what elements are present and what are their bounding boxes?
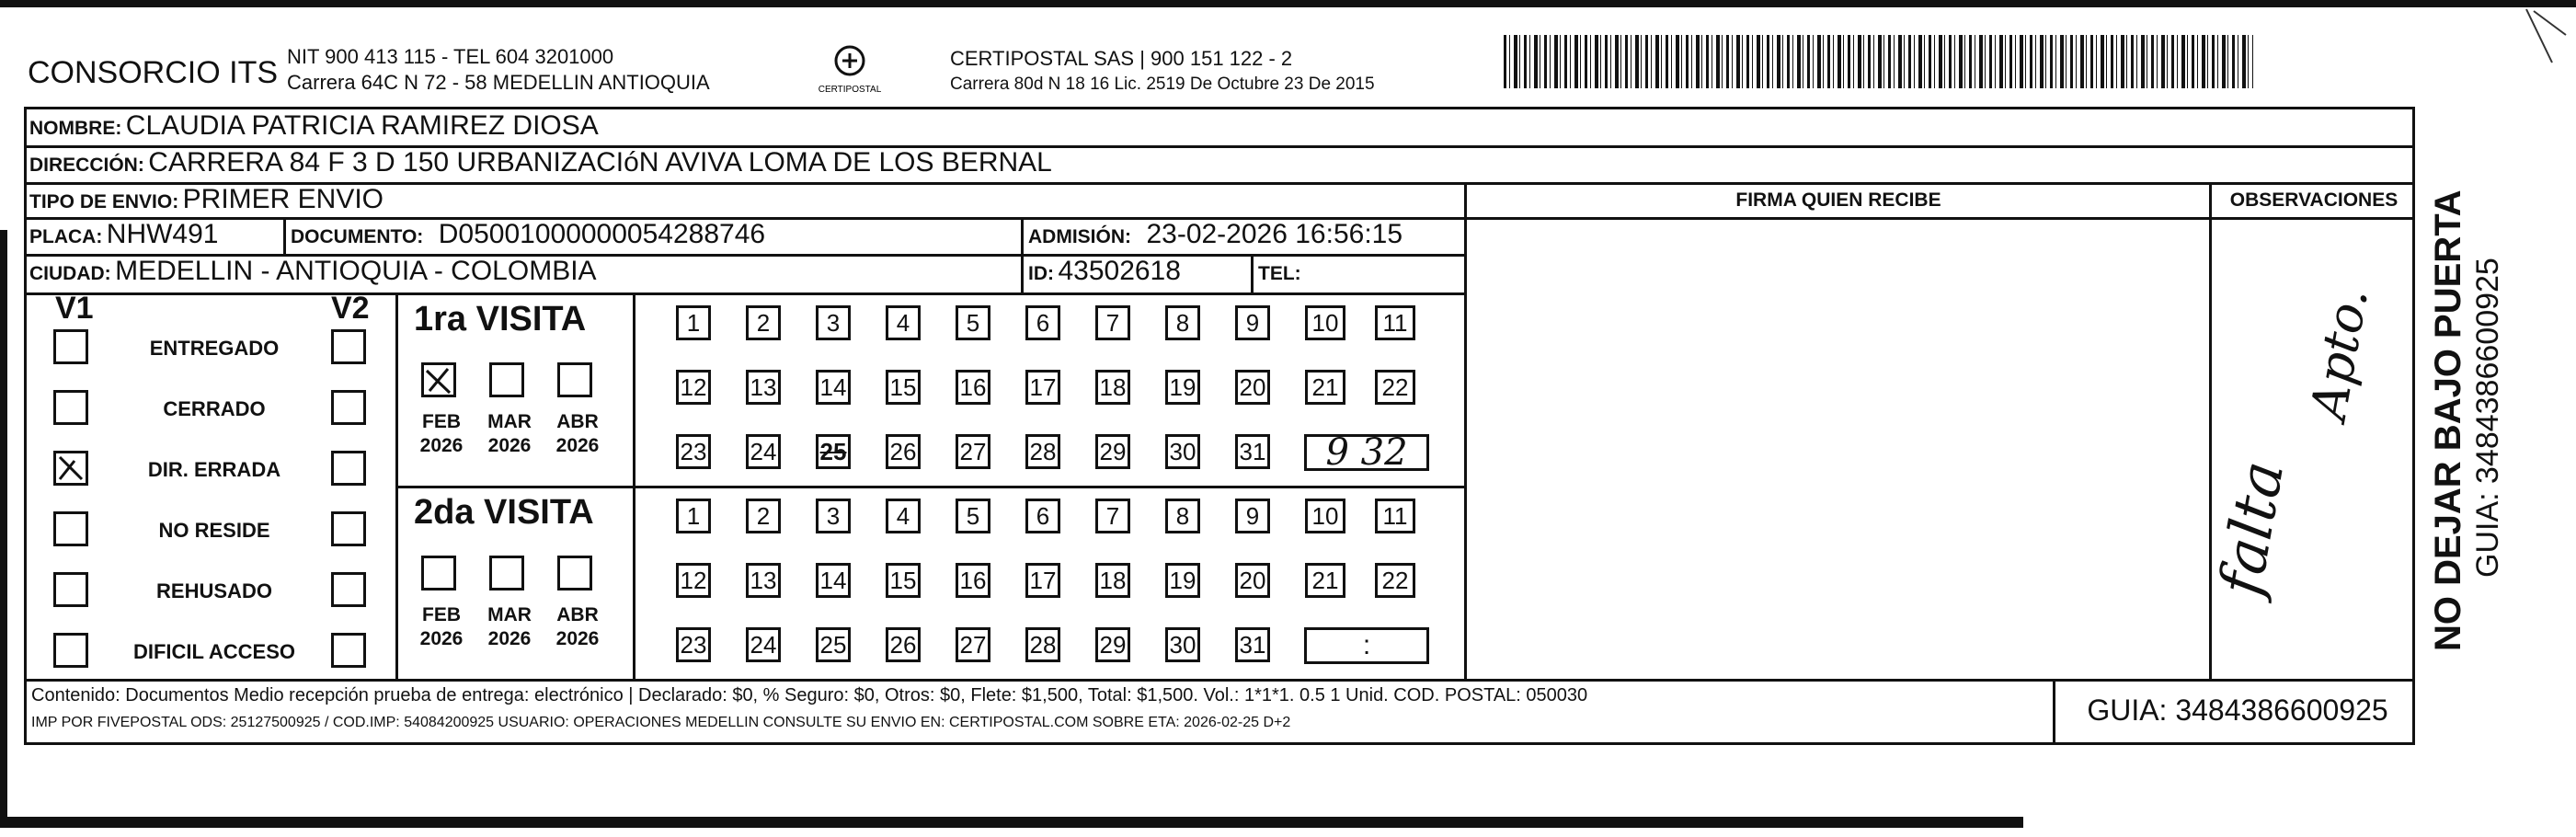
left-edge	[0, 230, 7, 819]
day-box[interactable]: 10	[1305, 305, 1345, 340]
footer-guia: GUIA: 3484386600925	[2087, 694, 2388, 727]
day-box[interactable]: 29	[1095, 627, 1130, 662]
nombre-label: NOMBRE:	[29, 118, 122, 139]
tipo-value: PRIMER ENVIO	[182, 184, 384, 214]
v2-checkbox[interactable]	[331, 329, 366, 364]
certipostal-info: CERTIPOSTAL SAS | 900 151 122 - 2	[950, 47, 1293, 70]
status-option-label: ENTREGADO	[149, 337, 280, 360]
day-box[interactable]: 27	[956, 627, 990, 662]
tipo-label: TIPO DE ENVIO:	[29, 191, 179, 212]
side-guia: GUIA: 3484386600925	[2470, 258, 2505, 578]
id-label: ID:	[1028, 263, 1054, 284]
month-checkbox[interactable]	[489, 556, 524, 590]
admision-row	[1028, 219, 1402, 250]
v1-checkbox[interactable]	[53, 390, 88, 425]
day-box[interactable]: 16	[956, 370, 990, 405]
admision-label: ADMISIÓN:	[1028, 226, 1131, 247]
day-box[interactable]: 20	[1235, 563, 1270, 598]
tipo-row	[29, 184, 384, 215]
day-box[interactable]: 28	[1025, 434, 1060, 469]
placa-value: NHW491	[106, 219, 219, 249]
day-box[interactable]: 13	[746, 563, 781, 598]
day-box[interactable]: 29	[1095, 434, 1130, 469]
logo-text: CERTIPOSTAL	[818, 85, 882, 95]
month-checkbox[interactable]	[421, 362, 456, 397]
id-row	[1028, 256, 1181, 287]
day-box[interactable]: 30	[1165, 627, 1200, 662]
check-mark-icon	[56, 453, 86, 483]
day-box[interactable]: 18	[1095, 370, 1130, 405]
v1-checkbox[interactable]	[53, 511, 88, 546]
company-nit: NIT 900 413 115 - TEL 604 3201000	[287, 45, 614, 68]
month-checkbox[interactable]	[557, 362, 592, 397]
month-year-label: 2026	[487, 628, 532, 649]
documento-value: D05001000000054288746	[438, 219, 766, 249]
month-year-label: 2026	[555, 628, 600, 649]
day-box[interactable]: 9	[1235, 305, 1270, 340]
certipostal-license: Carrera 80d N 18 16 Lic. 2519 De Octubre 23 De 2015	[950, 75, 1375, 94]
documento-row	[291, 219, 765, 250]
day-box[interactable]: 5	[956, 305, 990, 340]
company-address: Carrera 64C N 72 - 58 MEDELLIN ANTIOQUIA	[287, 71, 710, 94]
barcode	[1504, 35, 2253, 88]
v2-checkbox[interactable]	[331, 572, 366, 607]
day-box[interactable]: 18	[1095, 563, 1130, 598]
day-box[interactable]: 12	[676, 370, 711, 405]
day-box[interactable]: 13	[746, 370, 781, 405]
handwritten-note	[2189, 283, 2410, 601]
day-box[interactable]: 8	[1165, 499, 1200, 533]
day-box[interactable]: 10	[1305, 499, 1345, 533]
status-option-label: REHUSADO	[156, 579, 272, 602]
time-box[interactable]: 9 32	[1304, 434, 1429, 471]
id-value: 43502618	[1058, 256, 1181, 286]
day-box[interactable]: 23	[676, 434, 711, 469]
status-option-label: DIR. ERRADA	[147, 458, 281, 481]
ciudad-label: CIUDAD:	[29, 263, 111, 284]
day-box[interactable]: 6	[1025, 499, 1060, 533]
day-box[interactable]: 15	[886, 370, 921, 405]
month-checkbox[interactable]	[421, 556, 456, 590]
day-box[interactable]: 26	[886, 434, 921, 469]
day-box[interactable]: 20	[1235, 370, 1270, 405]
direccion-row	[29, 147, 1052, 178]
month-label: FEB	[422, 604, 461, 625]
handwriting-line-1: falta	[2207, 456, 2298, 601]
placa-row	[29, 219, 218, 250]
visit-title: 1ra VISITA	[414, 300, 587, 338]
direccion-value: CARRERA 84 F 3 D 150 URBANIZACIóN AVIVA LOMA DE LOS BERNAL	[148, 147, 1052, 178]
day-box[interactable]: 2	[746, 305, 781, 340]
day-box[interactable]: 21	[1305, 370, 1345, 405]
nombre-value: CLAUDIA PATRICIA RAMIREZ DIOSA	[125, 110, 599, 141]
check-mark-icon	[424, 365, 453, 395]
day-box[interactable]: 1	[676, 305, 711, 340]
day-box[interactable]: 12	[676, 563, 711, 598]
day-box[interactable]: 7	[1095, 499, 1130, 533]
v1-header: V1	[55, 291, 94, 326]
day-box[interactable]: 14	[816, 370, 851, 405]
month-year-label: 2026	[419, 628, 464, 649]
corner-mark-icon	[2524, 7, 2570, 81]
day-box[interactable]: 6	[1025, 305, 1060, 340]
day-box[interactable]: 4	[886, 305, 921, 340]
day-box[interactable]: 24	[746, 627, 781, 662]
day-box[interactable]: 11	[1375, 499, 1415, 533]
ciudad-row	[29, 256, 597, 287]
day-box[interactable]: 14	[816, 563, 851, 598]
month-year-label: 2026	[419, 435, 464, 456]
day-box[interactable]: 15	[886, 563, 921, 598]
month-label: FEB	[422, 411, 461, 432]
day-box[interactable]: 22	[1375, 370, 1415, 405]
footer-imp: IMP POR FIVEPOSTAL ODS: 25127500925 / COD.IMP: 54084200925 USUARIO: OPERACIONES MEDELLIN CONSULTE SU ENVIO EN: CERTIPOSTAL.COM SOBRE ETA: 2026-02-25 D+2	[31, 715, 1291, 730]
day-box[interactable]: 2	[746, 499, 781, 533]
v2-checkbox[interactable]	[331, 633, 366, 668]
day-box[interactable]: 27	[956, 434, 990, 469]
day-box[interactable]: 24	[746, 434, 781, 469]
admision-value: 23-02-2026 16:56:15	[1146, 219, 1403, 249]
v2-checkbox[interactable]	[331, 511, 366, 546]
firma-header: FIRMA QUIEN RECIBE	[1735, 189, 1941, 211]
day-box[interactable]: 30	[1165, 434, 1200, 469]
day-box[interactable]: 25	[816, 627, 851, 662]
day-box[interactable]: 7	[1095, 305, 1130, 340]
day-box[interactable]: 19	[1165, 370, 1200, 405]
v1-checkbox[interactable]	[53, 451, 88, 486]
day-box[interactable]: 1	[676, 499, 711, 533]
day-box[interactable]: 5	[956, 499, 990, 533]
day-box[interactable]: 23	[676, 627, 711, 662]
month-label: MAR	[487, 604, 532, 625]
day-box[interactable]: 26	[886, 627, 921, 662]
visit-title: 2da VISITA	[414, 493, 594, 532]
v2-header: V2	[331, 291, 370, 326]
documento-label: DOCUMENTO:	[291, 226, 424, 247]
side-notice: NO DEJAR BAJO PUERTA	[2428, 189, 2468, 651]
placa-label: PLACA:	[29, 226, 103, 247]
direccion-label: DIRECCIÓN:	[29, 155, 144, 176]
month-label: ABR	[556, 604, 599, 625]
day-box[interactable]: 4	[886, 499, 921, 533]
day-box[interactable]: 11	[1375, 305, 1415, 340]
ciudad-value: MEDELLIN - ANTIOQUIA - COLOMBIA	[115, 256, 597, 286]
month-checkbox[interactable]	[489, 362, 524, 397]
day-box[interactable]: 31	[1235, 434, 1270, 469]
v1-checkbox[interactable]	[53, 633, 88, 668]
day-box[interactable]: 3	[816, 499, 851, 533]
month-label: ABR	[556, 411, 599, 432]
status-option-label: NO RESIDE	[158, 519, 270, 542]
v2-checkbox[interactable]	[331, 390, 366, 425]
day-box[interactable]: 31	[1235, 627, 1270, 662]
v1-checkbox[interactable]	[53, 329, 88, 364]
status-option-label: CERRADO	[163, 397, 266, 420]
day-box[interactable]: 16	[956, 563, 990, 598]
day-box[interactable]: 28	[1025, 627, 1060, 662]
tel-row	[1258, 256, 1301, 287]
day-box[interactable]: 8	[1165, 305, 1200, 340]
certipostal-logo-icon	[817, 39, 883, 97]
footer-contenido: Contenido: Documentos Medio recepción prueba de entrega: electrónico | Declarado: $0, % Seguro: $0, Otros: $0, Flete: $1,500, Total: $1,500. Vol.: 1*1*1. 0.5 1 Unid. COD. POSTAL: 050030	[31, 685, 1588, 705]
day-box[interactable]: 22	[1375, 563, 1415, 598]
month-checkbox[interactable]	[557, 556, 592, 590]
bottom-border	[0, 817, 2023, 828]
tel-label: TEL:	[1258, 263, 1301, 284]
day-box[interactable]: 19	[1165, 563, 1200, 598]
day-box[interactable]: 21	[1305, 563, 1345, 598]
v1-checkbox[interactable]	[53, 572, 88, 607]
time-box[interactable]: :	[1304, 627, 1429, 664]
day-box[interactable]: 3	[816, 305, 851, 340]
day-box[interactable]: 9	[1235, 499, 1270, 533]
day-box[interactable]: 17	[1025, 370, 1060, 405]
nombre-row	[29, 110, 599, 142]
company-name: CONSORCIO ITS	[28, 55, 279, 90]
month-year-label: 2026	[555, 435, 600, 456]
day-box[interactable]: 25	[816, 434, 851, 469]
observaciones-header: OBSERVACIONES	[2229, 189, 2399, 211]
v2-checkbox[interactable]	[331, 451, 366, 486]
month-label: MAR	[487, 411, 532, 432]
handwriting-line-2: Apto.	[2299, 283, 2380, 424]
top-border	[0, 0, 2576, 7]
status-option-label: DIFICIL ACCESO	[132, 640, 295, 663]
month-year-label: 2026	[487, 435, 532, 456]
day-box[interactable]: 17	[1025, 563, 1060, 598]
